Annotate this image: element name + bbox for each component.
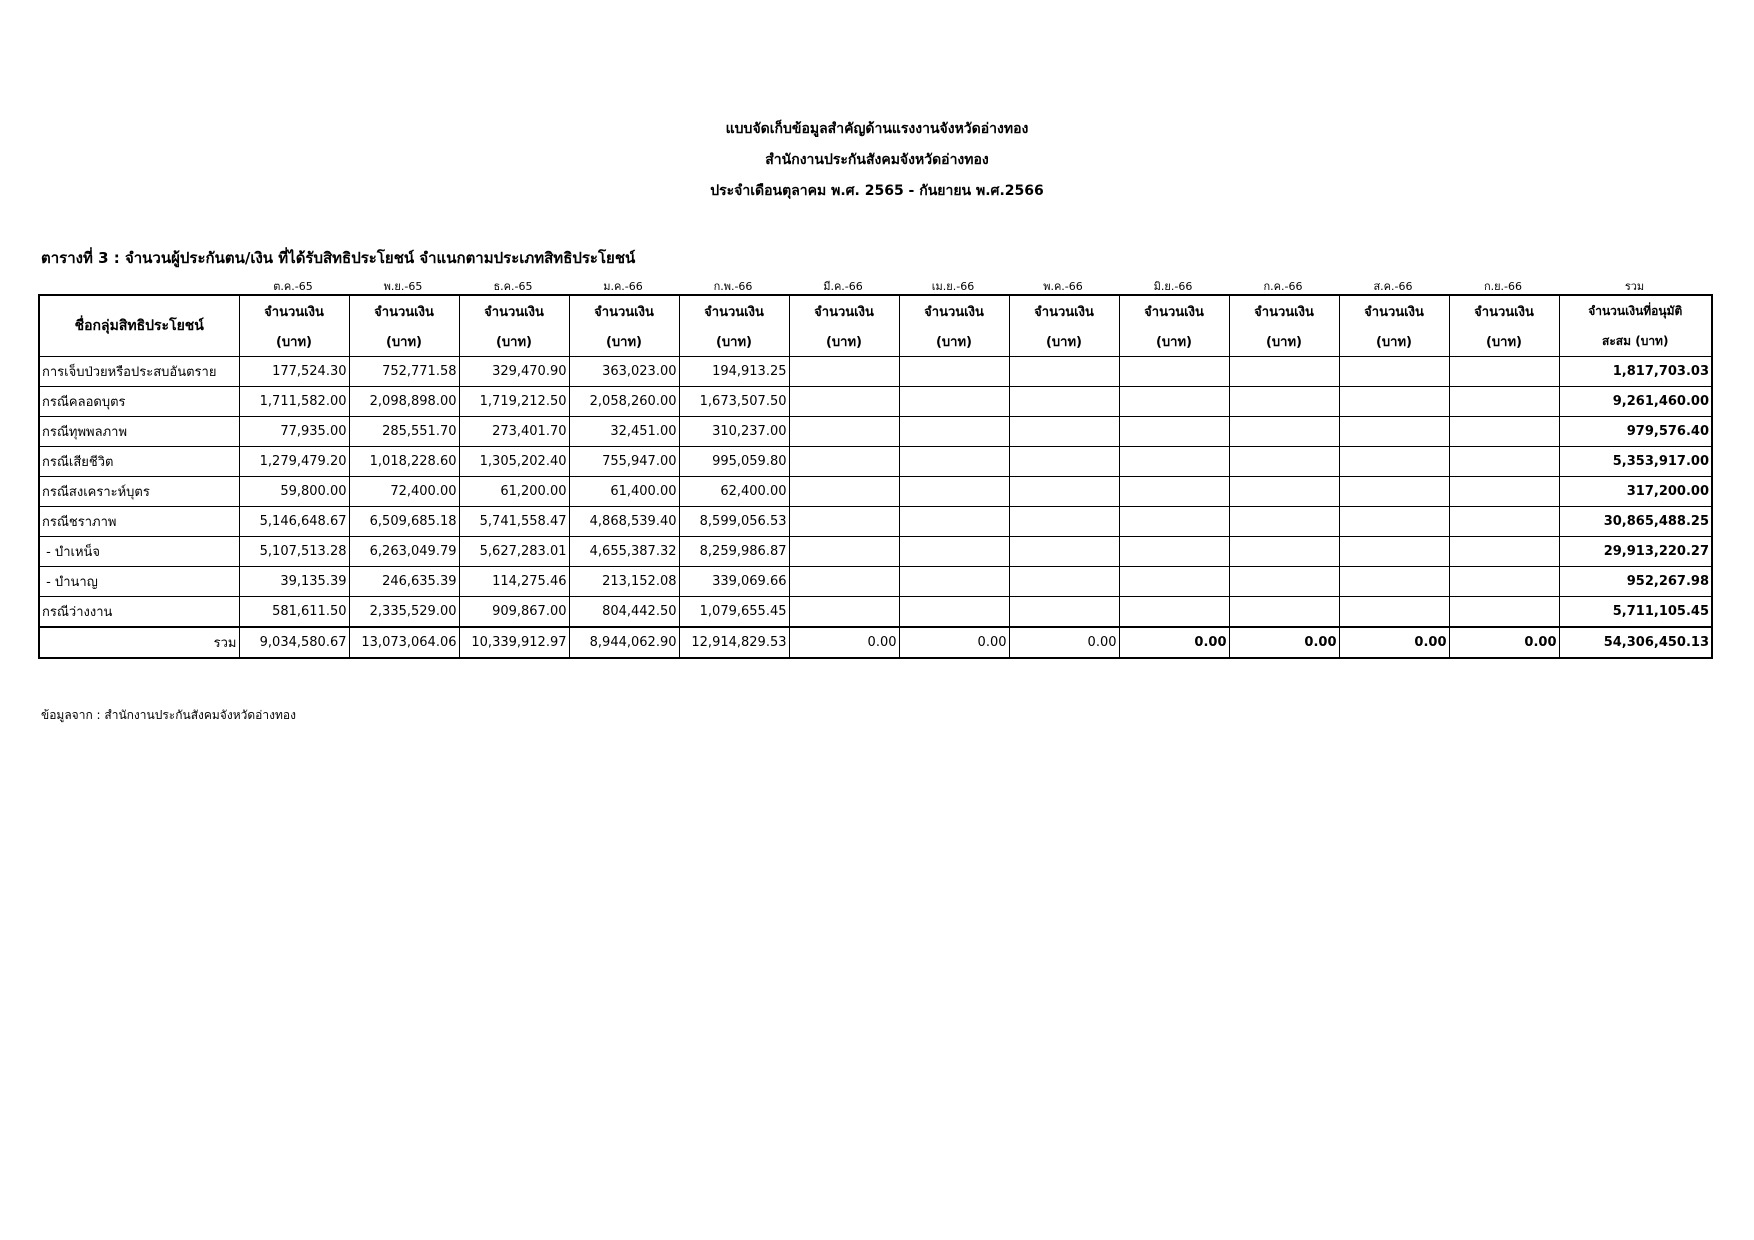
amount-header: จำนวนเงิน: [239, 295, 349, 326]
amount-cell: 72,400.00: [349, 477, 459, 507]
amount-cell: 4,655,387.32: [569, 537, 679, 567]
amount-cell: 8,599,056.53: [679, 507, 789, 537]
amount-cell: [1119, 507, 1229, 537]
sum-cell: 0.00: [1449, 627, 1559, 658]
amount-cell: [1339, 567, 1449, 597]
amount-cell: 2,335,529.00: [349, 597, 459, 628]
sum-row: [39, 627, 1712, 658]
amount-cell: [1229, 507, 1339, 537]
amount-cell: 5,146,648.67: [239, 507, 349, 537]
amount-header: จำนวนเงิน: [1339, 295, 1449, 326]
amount-cell: 1,673,507.50: [679, 387, 789, 417]
amount-cell: 59,800.00: [239, 477, 349, 507]
amount-cell: [1449, 567, 1559, 597]
table-title: ตารางที่ 3 : จำนวนผู้ประกันตน/เงิน ที่ได้รับสิทธิประโยชน์ จำแนกตามประเภทสิทธิประโยชน์: [41, 249, 636, 267]
amount-cell: 755,947.00: [569, 447, 679, 477]
sum-cell: 0.00: [1119, 627, 1229, 658]
amount-cell: 61,200.00: [459, 477, 569, 507]
amount-cell: [1009, 447, 1119, 477]
amount-cell: [1449, 597, 1559, 628]
sum-cell: 13,073,064.06: [349, 627, 459, 658]
category-cell: กรณีคลอดบุตร: [39, 387, 239, 417]
amount-cell: [1119, 447, 1229, 477]
amount-cell: [1449, 447, 1559, 477]
sum-cell: 0.00: [1229, 627, 1339, 658]
month-label: ส.ค.-66: [1373, 280, 1413, 293]
unit-header: (บาท): [1229, 326, 1339, 357]
amount-cell: [1449, 357, 1559, 387]
category-cell: กรณีสงเคราะห์บุตร: [39, 477, 239, 507]
amount-cell: 1,018,228.60: [349, 447, 459, 477]
amount-cell: 1,719,212.50: [459, 387, 569, 417]
total-header: จำนวนเงินที่อนุมัติ: [1559, 295, 1712, 326]
amount-cell: [1339, 357, 1449, 387]
amount-cell: 4,868,539.40: [569, 507, 679, 537]
month-label: ก.ย.-66: [1483, 280, 1523, 293]
amount-cell: [1339, 417, 1449, 447]
month-label: มี.ค.-66: [823, 280, 863, 293]
sum-cell: 9,034,580.67: [239, 627, 349, 658]
amount-cell: [1119, 537, 1229, 567]
amount-cell: [1339, 387, 1449, 417]
row-total-cell: 5,711,105.45: [1559, 597, 1712, 628]
amount-cell: [1339, 597, 1449, 628]
row-total-cell: 1,817,703.03: [1559, 357, 1712, 387]
table-row: [39, 387, 1712, 417]
amount-cell: 329,470.90: [459, 357, 569, 387]
month-header-row: [38, 277, 1711, 293]
amount-cell: [1229, 477, 1339, 507]
month-label: ต.ค.-65: [273, 280, 313, 293]
amount-cell: 339,069.66: [679, 567, 789, 597]
unit-header: (บาท): [789, 326, 899, 357]
amount-cell: 8,259,986.87: [679, 537, 789, 567]
amount-header: จำนวนเงิน: [569, 295, 679, 326]
report-title: แบบจัดเก็บข้อมูลสำคัญด้านแรงงานจังหวัดอ่างทอง: [725, 121, 1029, 137]
amount-cell: 909,867.00: [459, 597, 569, 628]
amount-cell: 61,400.00: [569, 477, 679, 507]
sum-cell: 0.00: [1009, 627, 1119, 658]
amount-cell: 1,305,202.40: [459, 447, 569, 477]
amount-cell: [1119, 597, 1229, 628]
amount-header: จำนวนเงิน: [1229, 295, 1339, 326]
amount-cell: 62,400.00: [679, 477, 789, 507]
category-cell: กรณีชราภาพ: [39, 507, 239, 537]
amount-cell: [1449, 537, 1559, 567]
amount-cell: 995,059.80: [679, 447, 789, 477]
amount-cell: [1229, 537, 1339, 567]
amount-cell: [1449, 477, 1559, 507]
amount-cell: 804,442.50: [569, 597, 679, 628]
amount-cell: 77,935.00: [239, 417, 349, 447]
row-total-cell: 30,865,488.25: [1559, 507, 1712, 537]
row-total-cell: 5,353,917.00: [1559, 447, 1712, 477]
amount-header: จำนวนเงิน: [679, 295, 789, 326]
unit-header: (บาท): [1339, 326, 1449, 357]
row-total-cell: 9,261,460.00: [1559, 387, 1712, 417]
sum-label: รวม: [39, 627, 239, 658]
report-header: [0, 118, 1754, 211]
amount-cell: [1009, 507, 1119, 537]
amount-cell: [1339, 537, 1449, 567]
amount-cell: [1449, 387, 1559, 417]
amount-cell: [1449, 417, 1559, 447]
amount-cell: [789, 387, 899, 417]
amount-cell: 273,401.70: [459, 417, 569, 447]
table-row: [39, 537, 1712, 567]
unit-header: (บาท): [459, 326, 569, 357]
sum-cell: 0.00: [1339, 627, 1449, 658]
amount-cell: [1119, 387, 1229, 417]
amount-cell: 310,237.00: [679, 417, 789, 447]
month-label: รวม: [1624, 280, 1645, 293]
amount-cell: [1339, 447, 1449, 477]
data-source-note: ข้อมูลจาก : สำนักงานประกันสังคมจังหวัดอ่างทอง: [41, 708, 296, 722]
month-label: ม.ค.-66: [603, 280, 643, 293]
amount-header: จำนวนเงิน: [899, 295, 1009, 326]
group-column-header: ชื่อกลุ่มสิทธิประโยชน์: [39, 295, 239, 357]
unit-header: (บาท): [239, 326, 349, 357]
table-row: [39, 447, 1712, 477]
amount-cell: [1009, 417, 1119, 447]
amount-cell: [1229, 417, 1339, 447]
amount-cell: 5,741,558.47: [459, 507, 569, 537]
amount-cell: 1,711,582.00: [239, 387, 349, 417]
amount-cell: 285,551.70: [349, 417, 459, 447]
table-row: [39, 507, 1712, 537]
amount-cell: [1119, 417, 1229, 447]
amount-cell: 5,107,513.28: [239, 537, 349, 567]
amount-cell: 752,771.58: [349, 357, 459, 387]
amount-cell: 581,611.50: [239, 597, 349, 628]
amount-cell: [1229, 387, 1339, 417]
unit-header: (บาท): [349, 326, 459, 357]
report-period: ประจำเดือนตุลาคม พ.ศ. 2565 - กันยายน พ.ศ.2566: [710, 183, 1044, 199]
amount-cell: [789, 567, 899, 597]
amount-cell: [899, 477, 1009, 507]
month-label: พ.ย.-65: [383, 280, 423, 293]
row-total-cell: 979,576.40: [1559, 417, 1712, 447]
unit-header: (บาท): [1009, 326, 1119, 357]
row-total-cell: 317,200.00: [1559, 477, 1712, 507]
amount-cell: [789, 477, 899, 507]
sum-cell: 12,914,829.53: [679, 627, 789, 658]
amount-cell: [789, 537, 899, 567]
amount-cell: [1449, 507, 1559, 537]
amount-cell: 1,279,479.20: [239, 447, 349, 477]
amount-cell: [1009, 477, 1119, 507]
amount-cell: [899, 507, 1009, 537]
sum-cell: 10,339,912.97: [459, 627, 569, 658]
month-label: ธ.ค.-65: [493, 280, 533, 293]
unit-header: (บาท): [569, 326, 679, 357]
amount-cell: [899, 597, 1009, 628]
amount-cell: [1009, 537, 1119, 567]
category-cell: การเจ็บป่วยหรือประสบอันตราย: [39, 357, 239, 387]
amount-cell: [789, 507, 899, 537]
table-row: [39, 567, 1712, 597]
amount-cell: [1339, 477, 1449, 507]
amount-cell: 5,627,283.01: [459, 537, 569, 567]
amount-header: จำนวนเงิน: [349, 295, 459, 326]
table-row: [39, 597, 1712, 628]
unit-header: (บาท): [899, 326, 1009, 357]
amount-cell: [1009, 387, 1119, 417]
amount-header: จำนวนเงิน: [459, 295, 569, 326]
category-cell: กรณีเสียชีวิต: [39, 447, 239, 477]
amount-cell: 177,524.30: [239, 357, 349, 387]
month-label: มิ.ย.-66: [1153, 280, 1193, 293]
amount-cell: [899, 357, 1009, 387]
amount-cell: [1119, 567, 1229, 597]
amount-cell: 6,509,685.18: [349, 507, 459, 537]
month-label: พ.ค.-66: [1043, 280, 1083, 293]
amount-cell: [899, 387, 1009, 417]
row-total-cell: 29,913,220.27: [1559, 537, 1712, 567]
amount-cell: [1339, 507, 1449, 537]
amount-cell: [1229, 357, 1339, 387]
amount-cell: [1009, 357, 1119, 387]
table-row: [39, 477, 1712, 507]
report-office: สำนักงานประกันสังคมจังหวัดอ่างทอง: [765, 152, 989, 168]
amount-cell: [1229, 597, 1339, 628]
amount-cell: [899, 447, 1009, 477]
amount-header: จำนวนเงิน: [1009, 295, 1119, 326]
amount-cell: [1229, 447, 1339, 477]
amount-cell: 246,635.39: [349, 567, 459, 597]
unit-header: (บาท): [1449, 326, 1559, 357]
amount-cell: [789, 447, 899, 477]
amount-header: จำนวนเงิน: [1119, 295, 1229, 326]
amount-cell: [899, 537, 1009, 567]
amount-cell: [789, 597, 899, 628]
amount-cell: 6,263,049.79: [349, 537, 459, 567]
category-cell: - บำเหน็จ: [39, 537, 239, 567]
row-total-cell: 952,267.98: [1559, 567, 1712, 597]
month-label: ก.ค.-66: [1263, 280, 1303, 293]
sum-cell: 0.00: [789, 627, 899, 658]
table-row: [39, 417, 1712, 447]
total-unit-header: สะสม (บาท): [1559, 326, 1712, 357]
amount-cell: [789, 357, 899, 387]
amount-cell: [1009, 567, 1119, 597]
category-cell: - บำนาญ: [39, 567, 239, 597]
amount-header: จำนวนเงิน: [789, 295, 899, 326]
amount-cell: 39,135.39: [239, 567, 349, 597]
grand-total-cell: 54,306,450.13: [1559, 627, 1712, 658]
amount-cell: 32,451.00: [569, 417, 679, 447]
sum-cell: 0.00: [899, 627, 1009, 658]
amount-cell: 2,058,260.00: [569, 387, 679, 417]
amount-cell: [1119, 477, 1229, 507]
month-label: เม.ย.-66: [931, 280, 975, 293]
unit-header: (บาท): [679, 326, 789, 357]
amount-cell: 114,275.46: [459, 567, 569, 597]
amount-cell: [899, 417, 1009, 447]
amount-cell: [1119, 357, 1229, 387]
amount-cell: 1,079,655.45: [679, 597, 789, 628]
category-cell: กรณีทุพพลภาพ: [39, 417, 239, 447]
amount-cell: 363,023.00: [569, 357, 679, 387]
month-label: ก.พ.-66: [713, 280, 753, 293]
benefit-table: [38, 294, 1713, 659]
sum-cell: 8,944,062.90: [569, 627, 679, 658]
amount-cell: [1229, 567, 1339, 597]
table-row: [39, 357, 1712, 387]
amount-cell: [789, 417, 899, 447]
amount-cell: [899, 567, 1009, 597]
amount-cell: 213,152.08: [569, 567, 679, 597]
category-cell: กรณีว่างงาน: [39, 597, 239, 628]
amount-cell: 194,913.25: [679, 357, 789, 387]
amount-cell: 2,098,898.00: [349, 387, 459, 417]
unit-header: (บาท): [1119, 326, 1229, 357]
amount-cell: [1009, 597, 1119, 628]
amount-header: จำนวนเงิน: [1449, 295, 1559, 326]
